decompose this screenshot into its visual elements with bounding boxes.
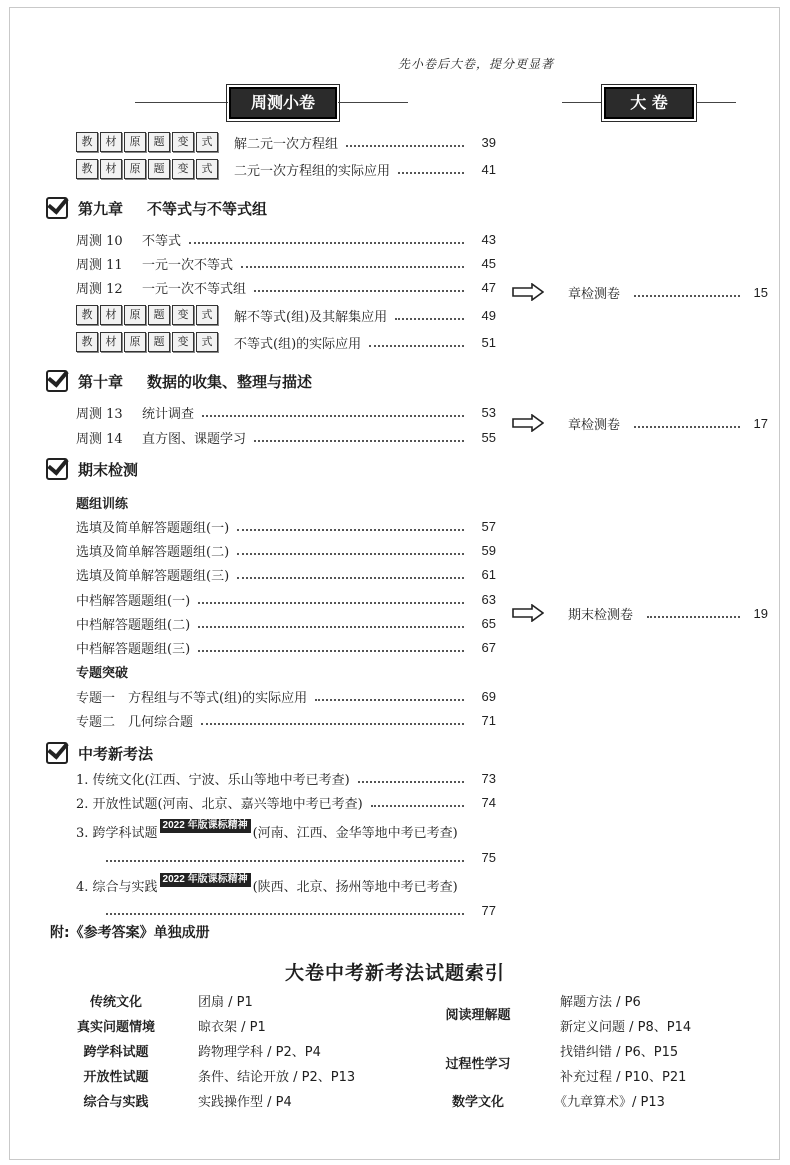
toc-row[interactable]: 周测 14 直方图、课题学习 55 [76,429,496,447]
toc-row[interactable]: 3. 跨学科试题 2022 年版课标精神 (河南、江西、金华等地中考已考查) [76,820,458,841]
toc-row-continued[interactable]: 75 [106,846,496,868]
toc-row[interactable]: 教 材 原 题 变 式 不等式(组)的实际应用 51 [76,331,496,353]
toc-row[interactable]: 4. 综合与实践 2022 年版课标精神 (陕西、北京、扬州等地中考已考查) [76,874,458,895]
toc-row[interactable] [76,158,496,180]
big-exam-entry[interactable]: 期末检测卷 19 [568,605,768,623]
header-rule-mid [338,102,408,103]
index-item[interactable]: 找错纠错 / P6、P15 [560,1045,679,1060]
tag-weekly-quiz: 周测小卷 [229,87,337,119]
toc-row[interactable]: 2. 开放性试题(河南、北京、嘉兴等地中考已考查) 74 [76,794,496,812]
toc-row[interactable]: 1. 传统文化(江西、宁波、乐山等地中考已考查) 73 [76,770,496,788]
textbook-variant-label: 教 材 原 题 变 式 [76,159,220,179]
index-item[interactable]: 解题方法 / P6 [560,995,641,1010]
toc-row[interactable]: 中档解答题题组(三) 67 [76,639,496,657]
index-item[interactable]: 团扇 / P1 [198,995,253,1010]
subsection-title: 题组训练 [76,497,129,512]
toc-title: 二元一次方程组的实际应用 [234,163,391,179]
chapter-9-heading: 第九章 不等式与不等式组 [46,195,267,221]
index-category: 数学文化 [451,1095,504,1110]
toc-row[interactable]: 选填及简单解答题题组(二) 59 [76,542,496,560]
index-category: 真实问题情境 [76,1020,155,1035]
final-exam-heading: 期末检测 [46,456,138,482]
tag-big-exam: 大 卷 [604,87,694,119]
toc-row[interactable]: 周测 10 不等式 43 [76,231,496,249]
header-rule-left [135,102,228,103]
checkbox-icon [46,458,68,480]
toc-row[interactable]: 周测 11 一元一次不等式 45 [76,255,496,273]
arrow-right-icon [512,604,544,622]
index-category: 综合与实践 [83,1095,149,1110]
index-category: 跨学科试题 [83,1045,149,1060]
toc-row[interactable]: 周测 13 统计调查 53 [76,404,496,422]
arrow-right-icon [512,283,544,301]
toc-page: 41 [481,161,496,177]
index-item[interactable]: 《九章算术》/ P13 [554,1095,665,1110]
toc-row[interactable]: 专题一 方程组与不等式(组)的实际应用 69 [76,688,496,706]
index-category: 阅读理解题 [445,1008,511,1023]
toc-row[interactable] [76,131,496,153]
index-item[interactable]: 新定义问题 / P8、P14 [560,1020,692,1035]
subsection-title: 专题突破 [76,666,129,681]
index-title: 大卷中考新考法试题索引 [284,962,505,984]
toc-row[interactable]: 选填及简单解答题题组(一) 57 [76,518,496,536]
textbook-variant-label: 教 材 原 题 变 式 [76,332,220,352]
big-exam-entry[interactable]: 章检测卷 15 [568,284,768,302]
index-item[interactable]: 晾衣架 / P1 [198,1020,266,1035]
header-slogan: 先小卷后大卷，提分更显著 [398,57,555,71]
index-item[interactable]: 实践操作型 / P4 [198,1095,292,1110]
chapter-10-heading: 第十章 数据的收集、整理与描述 [46,368,312,394]
arrow-right-icon [512,414,544,432]
toc-page: 39 [481,134,496,150]
curriculum-badge: 2022 年版课标精神 [160,873,251,887]
checkbox-icon [46,370,68,392]
index-category: 过程性学习 [445,1057,511,1072]
toc-row[interactable]: 专题二 几何综合题 71 [76,712,496,730]
toc-row[interactable]: 周测 12 一元一次不等式组 47 [76,279,496,297]
index-category: 开放性试题 [83,1070,149,1085]
toc-row[interactable]: 中档解答题题组(一) 63 [76,591,496,609]
checkbox-icon [46,742,68,764]
toc-row[interactable]: 选填及简单解答题题组(三) 61 [76,566,496,584]
header-rule-right-b [696,102,736,103]
toc-title: 解二元一次方程组 [234,136,339,152]
footnote: 附:《参考答案》单独成册 [50,925,210,941]
toc-row[interactable]: 教 材 原 题 变 式 解不等式(组)及其解集应用 49 [76,304,496,326]
curriculum-badge: 2022 年版课标精神 [160,819,251,833]
index-item[interactable]: 补充过程 / P10、P21 [560,1070,687,1085]
textbook-variant-label: 教 材 原 题 变 式 [76,305,220,325]
toc-row-continued[interactable]: 77 [106,899,496,921]
big-exam-entry[interactable]: 章检测卷 17 [568,415,768,433]
index-item[interactable]: 条件、结论开放 / P2、P13 [198,1070,356,1085]
toc-row[interactable]: 中档解答题题组(二) 65 [76,615,496,633]
textbook-variant-label: 教 材 原 题 变 式 [76,132,220,152]
header-rule-right-a [562,102,602,103]
new-exam-methods-heading: 中考新考法 [46,740,153,766]
index-category: 传统文化 [89,995,142,1010]
checkbox-icon [46,197,68,219]
index-item[interactable]: 跨物理学科 / P2、P4 [198,1045,321,1060]
